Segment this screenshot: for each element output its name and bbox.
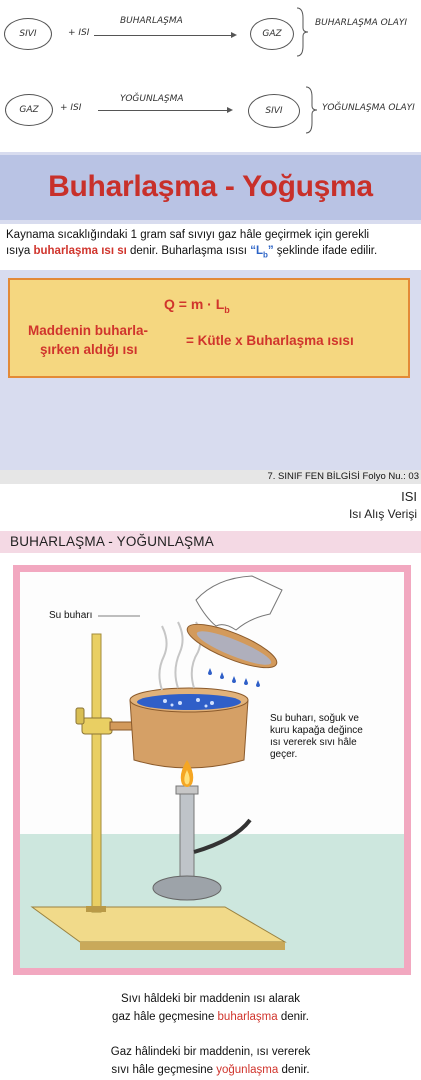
right-brace-icon xyxy=(295,6,309,58)
lid-label-line: geçer. xyxy=(270,749,298,760)
text: denir. xyxy=(277,1011,309,1023)
symbol-close: ” xyxy=(267,245,274,257)
plus-heat-label: + ISI xyxy=(60,103,82,113)
text: denir. Buharlaşma ısısı xyxy=(126,245,251,257)
burner-base xyxy=(153,876,221,900)
stand-rod xyxy=(92,634,101,912)
base-board xyxy=(32,907,285,942)
vapor-label: Su buharı xyxy=(49,610,93,621)
gas-hose xyxy=(194,820,250,852)
oval-liquid-1 xyxy=(4,18,52,50)
right-brace-icon xyxy=(304,85,318,135)
illustration-panel xyxy=(20,572,404,968)
formula-right: = Kütle x Buharlaşma ısısı xyxy=(186,333,354,348)
oval-gas-1 xyxy=(250,18,294,50)
pot-handle xyxy=(110,722,132,730)
brace-label: BUHARLAŞMA OLAYI xyxy=(315,18,408,28)
caption-line-2 xyxy=(0,1011,421,1023)
steam-line xyxy=(159,626,166,690)
caption-line-3: Gaz hâlindeki bir maddenin, ısı vererek xyxy=(110,1046,311,1058)
oval-gas-2 xyxy=(5,94,53,126)
page-subtitle: Isı Alış Verişi xyxy=(348,507,417,521)
caption-line-4 xyxy=(0,1064,421,1076)
formula-left-line-2: şırken aldığı ısı xyxy=(40,342,138,357)
text: denir. xyxy=(278,1064,310,1076)
page-title: ISI xyxy=(401,489,417,504)
arrow-line xyxy=(98,110,228,111)
hand xyxy=(196,576,282,630)
arrow-right-icon xyxy=(227,107,233,113)
oval-label: SIVI xyxy=(19,29,37,39)
water-drop xyxy=(220,672,224,679)
plus-heat-label: + ISI xyxy=(68,28,90,38)
burner-tube xyxy=(180,794,194,878)
clamp-screw xyxy=(76,708,84,724)
oval-label: SIVI xyxy=(265,106,283,116)
experiment-illustration xyxy=(20,572,404,968)
clamp-block xyxy=(82,718,112,734)
burner-top xyxy=(176,786,198,794)
lid-label-line: kuru kapağa değince xyxy=(270,725,363,736)
oval-liquid-2 xyxy=(248,94,300,128)
formula-left-line-1: Maddenin buharla- xyxy=(28,323,149,338)
lid-label-line: ısı vererek sıvı hâle xyxy=(270,737,357,748)
base-edge xyxy=(80,942,285,950)
formula-subscript: b xyxy=(224,304,230,315)
panel-title: Buharlaşma - Yoğuşma xyxy=(48,170,373,203)
arrow-right-icon xyxy=(231,32,237,38)
formula-equation xyxy=(164,296,230,315)
term-condensation: yoğunlaşma xyxy=(216,1064,279,1076)
formula-q: Q = m · L xyxy=(164,296,225,312)
section-title: BUHARLAŞMA - YOĞUNLAŞMA xyxy=(10,534,214,549)
caption-line-1: Sıvı hâldeki bir maddenin ısı alarak xyxy=(121,993,300,1005)
text: gaz hâle geçmesine xyxy=(112,1011,218,1023)
water-drop xyxy=(232,676,236,683)
definition-line-2 xyxy=(6,245,377,259)
arrow-line xyxy=(94,35,232,36)
steam-line xyxy=(175,622,182,688)
arrow-label: YOĞUNLAŞMA xyxy=(120,94,184,104)
symbol-lb: “L xyxy=(250,245,263,257)
folio-number: 7. SINIF FEN BİLGİSİ Folyo Nu.: 03 xyxy=(267,471,419,482)
lid-label-line: Su buharı, soğuk ve xyxy=(270,713,359,724)
boiling-water xyxy=(137,694,241,710)
oval-label: GAZ xyxy=(262,29,282,39)
water-drop xyxy=(256,680,260,687)
rod-foot xyxy=(86,906,106,912)
definition-line-1: Kaynama sıcaklığındaki 1 gram saf sıvıyı gaz hâle geçirmek için gerekli xyxy=(6,229,370,241)
text: şeklinde ifade edilir. xyxy=(273,245,378,257)
text: sıvı hâle geçmesine xyxy=(111,1064,217,1076)
brace-label: YOĞUNLAŞMA OLAYI xyxy=(322,103,415,113)
arrow-label: BUHARLAŞMA xyxy=(120,16,183,26)
water-drop xyxy=(208,668,212,675)
water-drop xyxy=(244,678,248,685)
oval-label: GAZ xyxy=(19,105,39,115)
term-vaporization: buharlaşma xyxy=(217,1011,278,1023)
term-vaporization-heat: buharlaşma ısı sı xyxy=(33,245,127,257)
symbol-subscript: b xyxy=(262,250,268,260)
text: ısıya xyxy=(6,245,34,257)
